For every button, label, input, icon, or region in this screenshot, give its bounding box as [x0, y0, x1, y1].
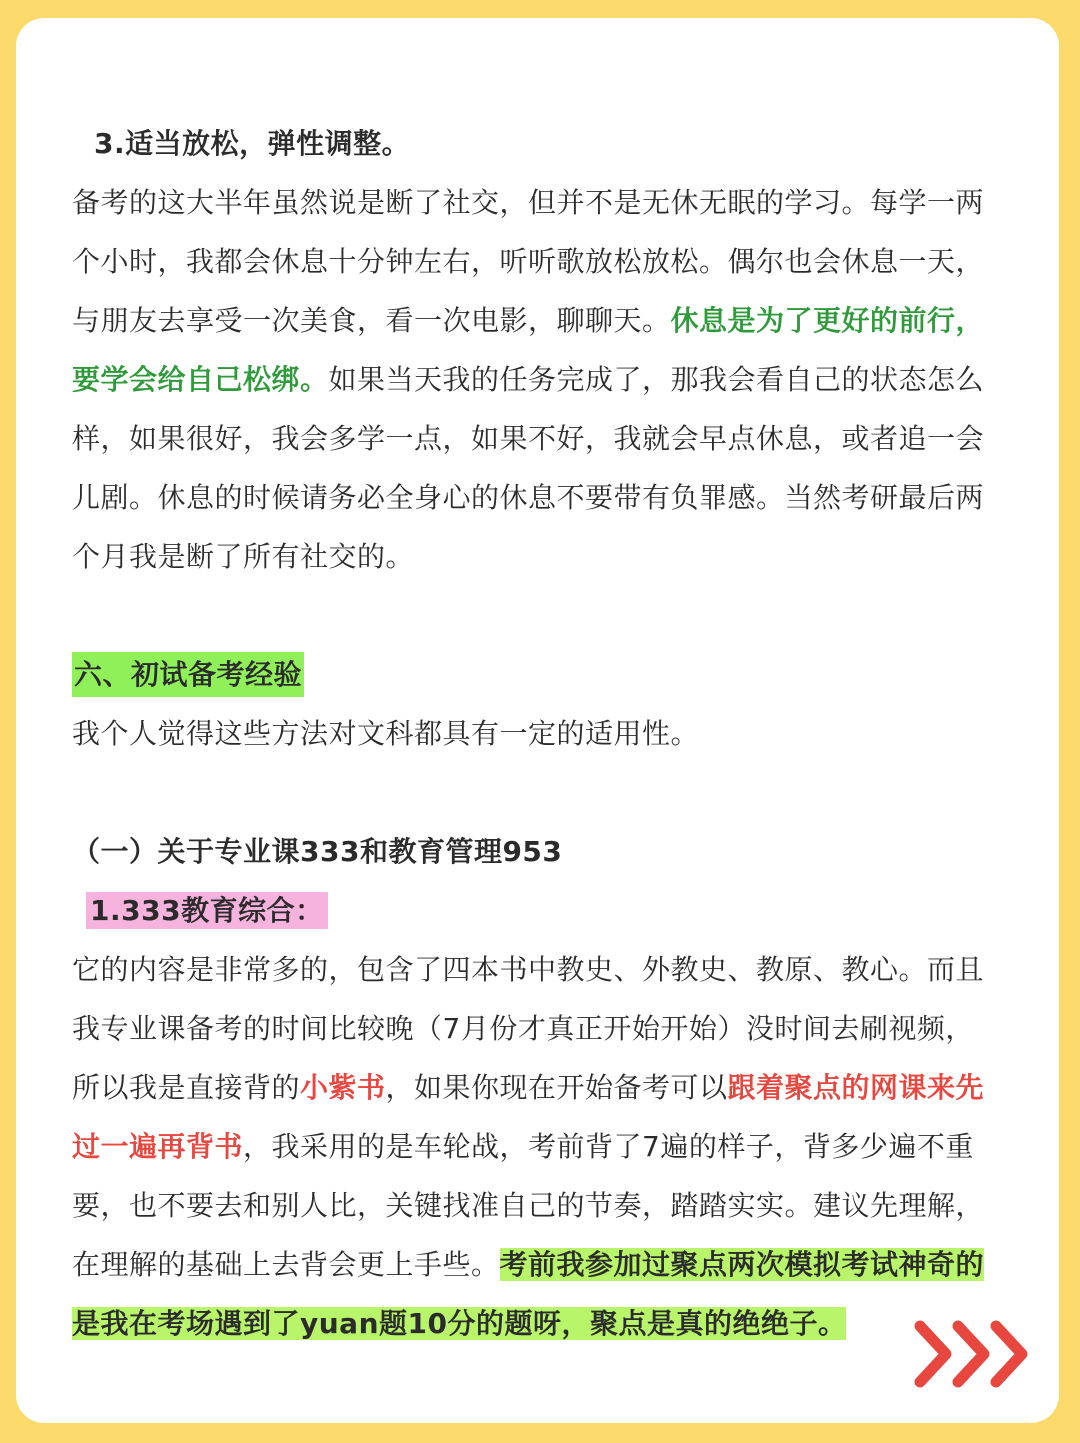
paragraph-line: [72, 350, 1044, 409]
paragraph-line: 个小时，我都会休息十分钟左右，听听歌放松放松。偶尔也会休息一天，: [72, 245, 985, 278]
paragraph-line: 要，也不要去和别人比，关键找准自己的节奏，踏踏实实。建议先理解，: [72, 1189, 985, 1222]
content-card: [16, 18, 1059, 1423]
paragraph-line: [72, 291, 1044, 350]
paragraph-line: [72, 1117, 1044, 1176]
paragraph-line: 我个人觉得这些方法对文科都具有一定的适用性。: [72, 717, 700, 750]
spacer: [72, 763, 1044, 822]
paragraph-line: [72, 1294, 1044, 1353]
paragraph-line: 样，如果很好，我会多学一点，如果不好，我就会早点休息，或者追一会: [72, 422, 985, 455]
text: 如果当天我的任务完成了，那我会看自己的状态怎么: [328, 363, 985, 396]
red-emphasis: 跟着聚点的网课来先: [727, 1071, 985, 1104]
section-3-heading: 3.适当放松，弹性调整。: [94, 127, 411, 160]
text: ，如果你现在开始备考可以: [385, 1071, 728, 1104]
red-emphasis: 过一遍再背书: [72, 1130, 244, 1163]
paragraph-line: 儿剧。休息的时候请务必全身心的休息不要带有负罪感。当然考研最后两: [72, 481, 985, 514]
paragraph-line: 我专业课备考的时间比较晚（7月份才真正开始开始）没时间去刷视频，: [72, 1012, 974, 1045]
spacer: [72, 586, 1044, 645]
item-heading: 1.333教育综合：: [86, 892, 328, 929]
green-emphasis: 要学会给自己松绑。: [72, 363, 329, 396]
text: 与朋友去享受一次美食，看一次电影，聊聊天。: [72, 304, 671, 337]
text: 所以我是直接背的: [72, 1071, 301, 1104]
green-emphasis: 休息是为了更好的前行，: [670, 304, 985, 337]
paragraph-line: 备考的这大半年虽然说是断了社交，但并不是无休无眠的学习。每学一两: [72, 186, 985, 219]
article-body: [72, 114, 1044, 1353]
item-heading-row: [72, 881, 1044, 940]
section-6-heading: 六、初试备考经验: [72, 652, 304, 697]
paragraph-line: 个月我是断了所有社交的。: [72, 540, 415, 573]
paragraph-line: [72, 1058, 1044, 1117]
paragraph-line: [72, 1235, 1044, 1294]
triple-chevron-right-icon[interactable]: [912, 1318, 1032, 1390]
subsection-heading: （一）关于专业课333和教育管理953: [72, 835, 563, 868]
red-emphasis: 小紫书: [300, 1071, 386, 1104]
text: 在理解的基础上去背会更上手些。: [72, 1248, 500, 1281]
lime-highlight: 考前我参加过聚点两次模拟考试神奇的: [499, 1248, 985, 1281]
text: ，我采用的是车轮战，考前背了7遍的样子，背多少遍不重: [243, 1130, 974, 1163]
paragraph-line: 它的内容是非常多的，包含了四本书中教史、外教史、教原、教心。而且: [72, 953, 985, 986]
section-6-heading-row: [72, 645, 1044, 704]
lime-highlight: 是我在考场遇到了yuan题10分的题呀，聚点是真的绝绝子。: [72, 1307, 847, 1340]
